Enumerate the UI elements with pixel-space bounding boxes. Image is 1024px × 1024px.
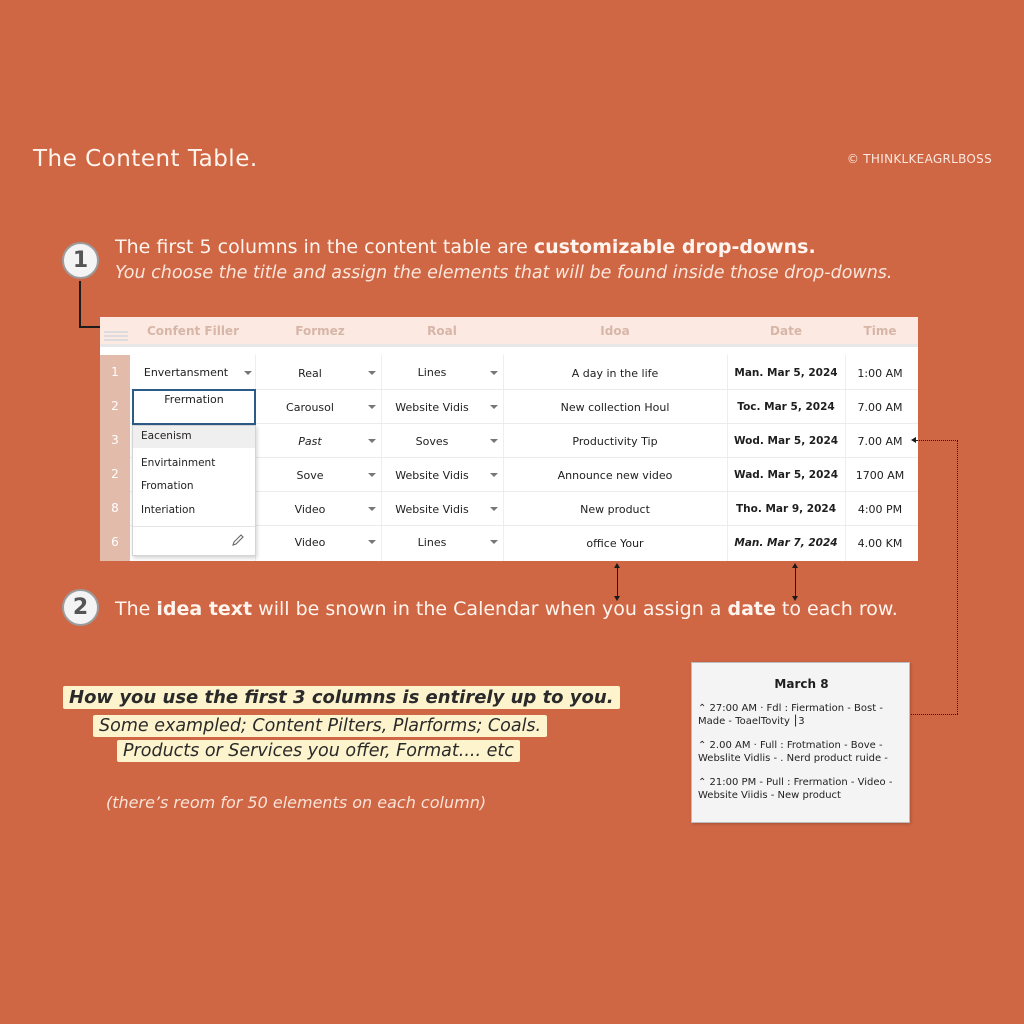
dropdown-option[interactable]: Fromation — [141, 480, 194, 492]
edit-pencil-icon[interactable] — [231, 533, 245, 547]
dropdown-caret-icon[interactable] — [368, 507, 376, 511]
cell-format[interactable]: Video — [294, 536, 326, 549]
cell-role[interactable]: Website Vidis — [395, 401, 469, 414]
cell-format[interactable]: Sove — [296, 469, 324, 482]
column-header-format[interactable]: Formez — [295, 324, 345, 338]
dotted-connector — [957, 440, 958, 714]
callout-line — [93, 715, 547, 737]
row-number[interactable]: 6 — [111, 535, 119, 549]
step-2-text-part: The — [115, 598, 157, 620]
step-2-bold-idea: idea text — [156, 598, 253, 620]
cell-time[interactable]: 7.00 AM — [857, 435, 903, 448]
cell-role[interactable]: Website Vidis — [395, 503, 469, 516]
dropdown-caret-icon[interactable] — [368, 439, 376, 443]
connector-line — [79, 281, 81, 328]
dropdown-option[interactable]: Eacenism — [141, 430, 192, 442]
step-1-subtext: You choose the title and assign the elements that will be found inside those drop-downs. — [115, 263, 893, 283]
cell-format[interactable]: Carousol — [286, 401, 334, 414]
table-header-row — [100, 317, 918, 347]
cell-format[interactable]: Past — [298, 435, 322, 448]
step-2-bold-date: date — [727, 598, 776, 620]
step-2-text-part: to each row. — [775, 598, 898, 620]
callout-line-text: Some exampled; Content Pilters, Plarforms; Coals. — [93, 715, 547, 737]
dropdown-caret-icon[interactable] — [368, 405, 376, 409]
row-gutter — [100, 355, 130, 561]
callout-line — [117, 740, 520, 762]
calendar-entry[interactable]: ⌃ 21:00 PM - Pull : Frermation - Video - Website Viidis - New product — [698, 777, 893, 801]
callout-line-text: Products or Services you offer, Format.... etc — [117, 740, 520, 762]
active-cell-editor[interactable] — [132, 389, 256, 425]
cell-time[interactable]: 1700 AM — [855, 469, 905, 482]
dropdown-caret-icon[interactable] — [490, 507, 498, 511]
dropdown-caret-icon[interactable] — [368, 371, 376, 375]
step-1-heading-text: The first 5 columns in the content table are — [115, 236, 534, 258]
cell-date[interactable]: Tho. Mar 9, 2024 — [735, 503, 837, 515]
annotation-arrow — [617, 566, 618, 596]
column-header-idea[interactable]: Idoa — [600, 324, 630, 338]
step-1-heading — [115, 236, 816, 258]
page-title: The Content Table. — [33, 146, 258, 172]
dropdown-caret-icon[interactable] — [244, 371, 252, 375]
dropdown-caret-icon[interactable] — [490, 540, 498, 544]
dropdown-option[interactable]: Envirtainment — [141, 457, 216, 469]
callout-heading — [63, 686, 620, 709]
column-header-role[interactable]: Roal — [427, 324, 457, 338]
row-number[interactable]: 2 — [111, 399, 119, 413]
active-cell-value: Frermation — [164, 393, 224, 406]
cell-format[interactable]: Real — [298, 367, 322, 380]
capacity-note: (there’s reom for 50 elements on each column) — [106, 793, 487, 812]
select-all-icon[interactable] — [104, 331, 128, 343]
dotted-connector — [902, 714, 958, 715]
step-1-heading-bold: customizable drop-downs. — [533, 236, 816, 258]
dropdown-option[interactable]: Interiation — [141, 504, 196, 516]
row-number[interactable]: 8 — [111, 501, 119, 515]
cell-time[interactable]: 4:00 PM — [857, 503, 903, 516]
dropdown-caret-icon[interactable] — [490, 473, 498, 477]
step-1-badge: 1 — [62, 242, 99, 279]
calendar-entry[interactable]: ⌃ 27:00 AM · Fdl : Fiermation - Bost - Made - ToaelTovity ⎮3 — [698, 703, 883, 727]
dropdown-caret-icon[interactable] — [368, 540, 376, 544]
brand-credit: © THINKLKEAGRLBOSS — [846, 152, 992, 166]
cell-time[interactable]: 7.00 AM — [857, 401, 903, 414]
cell-date[interactable]: Man. Mar 7, 2024 — [734, 537, 838, 549]
annotation-arrow — [795, 566, 796, 596]
cell-time[interactable]: 4.00 KM — [857, 537, 903, 550]
step-2-badge: 2 — [62, 589, 99, 626]
cell-role[interactable]: Soves — [415, 435, 449, 448]
cell-role[interactable]: Lines — [417, 366, 447, 379]
row-number[interactable]: 1 — [111, 365, 119, 379]
dropdown-menu — [132, 425, 256, 556]
arrow-up-icon — [792, 563, 798, 568]
row-number[interactable]: 2 — [111, 467, 119, 481]
calendar-date-title: March 8 — [774, 677, 829, 691]
step-2-text-part: will be snown in the Calendar when you assign a — [252, 598, 728, 620]
row-number[interactable]: 3 — [111, 433, 119, 447]
cell-role[interactable]: Website Vidis — [395, 469, 469, 482]
cell-date[interactable]: Toc. Mar 5, 2024 — [737, 401, 835, 413]
calendar-entry[interactable]: ⌃ 2.00 AM · Full : Frotmation - Bove - Webslite Vidlis - . Nerd product ruide - — [698, 740, 888, 764]
arrow-up-icon — [614, 563, 620, 568]
column-header-content-filler[interactable]: Confent Filler — [146, 324, 239, 338]
calendar-day-card[interactable] — [691, 662, 910, 823]
cell-format[interactable]: Video — [294, 503, 326, 516]
dropdown-caret-icon[interactable] — [490, 405, 498, 409]
cell-idea[interactable]: New collection Houl — [560, 401, 670, 414]
cell-time[interactable]: 1:00 AM — [857, 367, 903, 380]
column-header-date[interactable]: Date — [770, 324, 802, 338]
dropdown-caret-icon[interactable] — [368, 473, 376, 477]
cell-idea[interactable]: Announce new video — [557, 469, 673, 482]
step-2-text — [115, 598, 898, 620]
dropdown-caret-icon[interactable] — [490, 439, 498, 443]
cell-date[interactable]: Wod. Mar 5, 2024 — [733, 435, 839, 447]
cell-role[interactable]: Lines — [417, 536, 447, 549]
cell-date[interactable]: Man. Mar 5, 2024 — [734, 367, 838, 379]
cell-date[interactable]: Wad. Mar 5, 2024 — [734, 469, 838, 481]
dotted-connector — [916, 440, 958, 441]
cell-idea[interactable]: office Your — [586, 537, 644, 550]
cell-idea[interactable]: New product — [580, 503, 650, 516]
cell-content-filler[interactable]: Envertansment — [143, 366, 229, 379]
dropdown-caret-icon[interactable] — [490, 371, 498, 375]
cell-idea[interactable]: Productivity Tip — [572, 435, 658, 448]
column-header-time[interactable]: Time — [863, 324, 897, 338]
cell-idea[interactable]: A day in the life — [571, 367, 659, 380]
callout-heading-text: How you use the first 3 columns is entirely up to you. — [63, 686, 620, 709]
